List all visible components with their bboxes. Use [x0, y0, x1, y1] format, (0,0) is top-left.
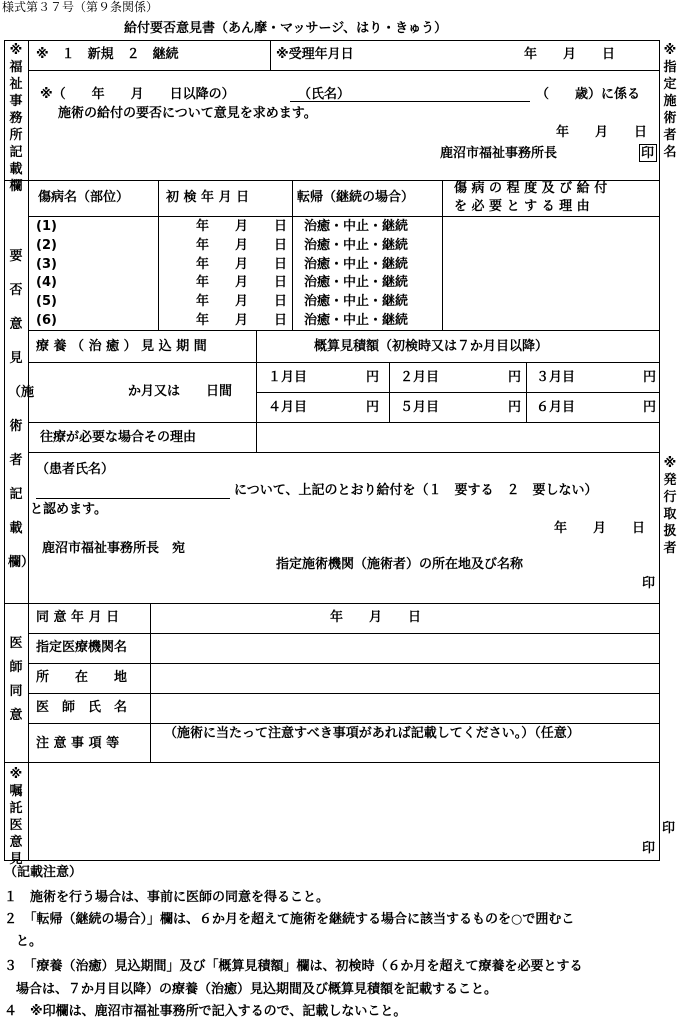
- address-label: 所 在 地: [36, 670, 128, 685]
- row-number: (6): [36, 313, 57, 328]
- period-field[interactable]: か月又は 日間: [128, 384, 233, 399]
- month-1-label: １月目: [268, 370, 308, 385]
- estimate-label: 概算見積額（初検時又は７か月目以降）: [314, 339, 549, 354]
- note-3b: 場合は、７か月目以降）の療養（治癒）見込期間及び概算見積額を記載すること。: [16, 982, 498, 997]
- row-outcome[interactable]: 治癒・中止・継続: [304, 275, 409, 290]
- month-4-label: ４月目: [268, 400, 308, 415]
- note-3a: ３ 「療養（治癒）見込期間」及び「概算見積額」欄は、初検時（６か月を超えて療養を必要とする: [4, 959, 583, 974]
- row-outcome[interactable]: 治癒・中止・継続: [304, 313, 409, 328]
- note-2b: と。: [16, 934, 43, 949]
- col-disease: 傷病名（部位）: [38, 190, 130, 205]
- note-4: ４ ※印欄は、鹿沼市福祉事務所で記入するので、記載しないこと。: [4, 1004, 407, 1019]
- month-5-yen[interactable]: 円: [508, 400, 522, 415]
- request-period[interactable]: ※（ 年 月 日以降の）: [40, 87, 235, 102]
- month-6-yen[interactable]: 円: [643, 400, 657, 415]
- visit-reason-label: 往療が必要な場合その理由: [40, 430, 197, 445]
- row-first-visit-date[interactable]: 年 月 日: [196, 275, 288, 290]
- month-3-yen[interactable]: 円: [643, 370, 657, 385]
- month-3-label: ３月目: [536, 370, 576, 385]
- consent-date-field[interactable]: 年 月 日: [330, 610, 422, 625]
- notes-label: 注 意 事 項 等: [36, 736, 120, 751]
- form-title: 給付要否意見書（あん摩・マッサージ、はり・きゅう）: [124, 21, 448, 36]
- row-first-visit-date[interactable]: 年 月 日: [196, 257, 288, 272]
- practitioner-label: 指定施術機関（施術者）の所在地及び名称: [276, 557, 524, 572]
- side-label-doctor: 医師同意: [9, 636, 23, 723]
- month-2-yen[interactable]: 円: [508, 370, 522, 385]
- row-number: (1): [36, 219, 57, 234]
- office-seal: 印: [641, 146, 655, 161]
- chief-label: 鹿沼市福祉事務所長: [440, 146, 558, 161]
- received-date-label: ※受理年月日: [276, 47, 354, 62]
- note-1: １ 施術を行う場合は、事前に医師の同意を得ること。: [4, 890, 330, 905]
- col-outcome: 転帰（継続の場合）: [297, 190, 415, 205]
- request-date[interactable]: 年 月 日: [556, 125, 648, 140]
- side-label-consultant: ※嘱託医意見: [9, 767, 23, 867]
- month-6-label: ６月目: [536, 400, 576, 415]
- practitioner-seal: 印: [642, 576, 656, 591]
- col-reason-1: 傷 病 の 程 度 及 び 給 付: [454, 181, 608, 196]
- row-first-visit-date[interactable]: 年 月 日: [196, 313, 288, 328]
- row-first-visit-date[interactable]: 年 月 日: [196, 219, 288, 234]
- period-label: 療 養 （ 治 癒 ） 見 込 期 間: [36, 339, 207, 354]
- row-first-visit-date[interactable]: 年 月 日: [196, 238, 288, 253]
- row-outcome[interactable]: 治癒・中止・継続: [304, 219, 409, 234]
- month-5-label: ５月目: [400, 400, 440, 415]
- side-label-approval: 要否意見（施術者記載欄）: [8, 249, 35, 570]
- doctor-name-label: 医 師 氏 名: [36, 700, 128, 715]
- note-2a: ２ 「転帰（継続の場合）」欄は、６か月を超えて施術を継続する場合に該当するものを○で囲むこ: [4, 912, 575, 927]
- patient-approval-text[interactable]: について、上記のとおり給付を（１ 要する ２ 要しない）: [234, 483, 598, 498]
- patient-approval-end: と認めます。: [30, 502, 107, 517]
- consultant-seal-right: 印: [662, 821, 676, 836]
- col-reason-2: を 必 要 と す る 理 由: [454, 199, 590, 214]
- request-text: 施術の給付の要否について意見を求めます。: [58, 106, 317, 121]
- notes-heading: （記載注意）: [4, 865, 83, 880]
- col-first-visit: 初 検 年 月 日: [166, 190, 250, 205]
- side-label-issuer: ※発行取扱者: [663, 456, 677, 556]
- notes-hint: （施術に当たって注意すべき事項があれば記載してください。）（任意）: [164, 726, 580, 741]
- request-name-label: （氏名）: [298, 87, 351, 102]
- patient-name-label: （患者氏名）: [36, 462, 115, 477]
- received-date-field[interactable]: 年 月 日: [524, 47, 616, 62]
- consent-date-label: 同 意 年 月 日: [36, 610, 120, 625]
- row-outcome[interactable]: 治癒・中止・継続: [304, 238, 409, 253]
- request-age-field[interactable]: （ 歳）に係る: [536, 87, 641, 102]
- month-4-yen[interactable]: 円: [366, 400, 380, 415]
- month-2-label: ２月目: [400, 370, 440, 385]
- addressee: 鹿沼市福祉事務所長 宛: [42, 541, 186, 556]
- consultant-seal: 印: [642, 841, 656, 856]
- row-first-visit-date[interactable]: 年 月 日: [196, 294, 288, 309]
- row-outcome[interactable]: 治癒・中止・継続: [304, 294, 409, 309]
- row-number: (4): [36, 275, 57, 290]
- new-renew-field[interactable]: ※ １ 新規 ２ 継続: [36, 47, 179, 62]
- row-number: (2): [36, 238, 57, 253]
- institution-label: 指定医療機関名: [36, 640, 128, 655]
- side-label-designated: ※指定施術者名: [663, 43, 677, 160]
- form-number: 様式第３７号（第９条関係）: [2, 0, 159, 14]
- patient-date[interactable]: 年 月 日: [554, 521, 646, 536]
- row-number: (5): [36, 294, 57, 309]
- side-label-welfare-office: ※福祉事務所記載欄: [9, 43, 23, 194]
- month-1-yen[interactable]: 円: [366, 370, 380, 385]
- row-number: (3): [36, 257, 57, 272]
- row-outcome[interactable]: 治癒・中止・継続: [304, 257, 409, 272]
